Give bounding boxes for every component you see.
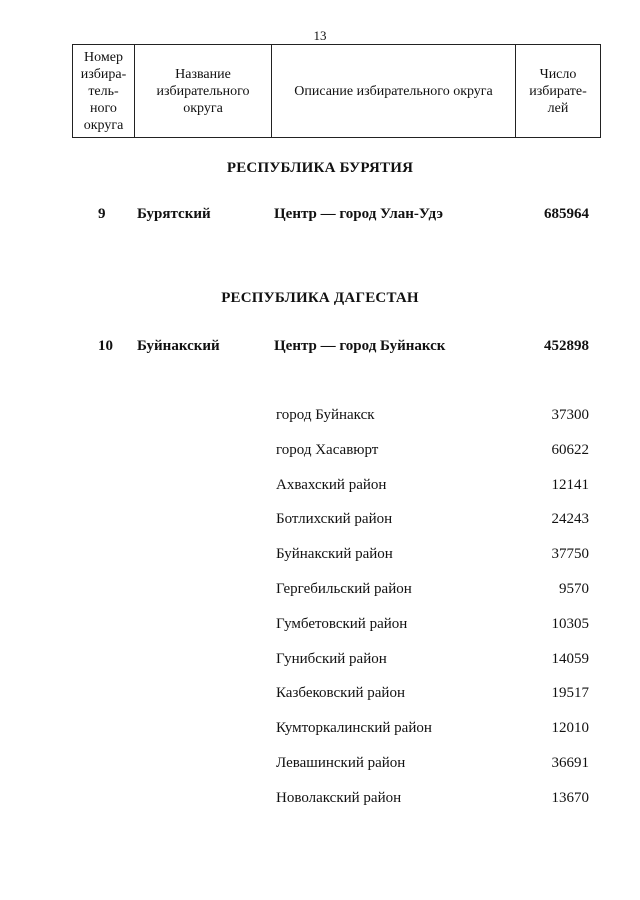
page-number: 13 <box>313 28 327 43</box>
header-line: избира- <box>80 66 127 82</box>
subdivision-count: 37750 <box>551 546 589 562</box>
subdivision-name: Гунибский район <box>276 651 387 667</box>
subdivision-name: город Буйнакск <box>276 407 375 423</box>
district-center: Центр — город Буйнакск <box>274 338 446 354</box>
subdivision-name: Левашинский район <box>276 755 406 771</box>
list-item <box>0 720 640 740</box>
district-name: Буйнакский <box>137 338 220 354</box>
list-item <box>0 790 640 810</box>
header-name <box>135 45 272 138</box>
subdivision-name: Ахвахский район <box>276 477 387 493</box>
header-voters <box>516 45 601 138</box>
list-item <box>0 511 640 531</box>
list-item <box>0 546 640 566</box>
list-item <box>0 651 640 671</box>
header-line: тель- <box>88 83 119 99</box>
header-line: Число <box>539 66 577 82</box>
header-row <box>73 45 601 138</box>
subdivision-count: 19517 <box>551 685 589 701</box>
header-line: округа <box>183 100 223 116</box>
list-item <box>0 442 640 462</box>
list-item <box>0 407 640 427</box>
district-number: 10 <box>98 338 113 354</box>
header-line: избирательного <box>156 83 250 99</box>
district-name: Бурятский <box>137 206 211 222</box>
header-number <box>73 45 135 138</box>
district-voters: 452898 <box>544 338 589 354</box>
header-line: Название <box>175 66 231 82</box>
district-row-10 <box>0 338 640 358</box>
district-voters: 685964 <box>544 206 589 222</box>
subdivision-name: Буйнакский район <box>276 546 393 562</box>
subdivision-name: Новолакский район <box>276 790 402 806</box>
header-line: ного <box>90 100 117 116</box>
header-line: округа <box>83 117 124 133</box>
district-number: 9 <box>98 206 106 222</box>
subdivision-count: 9570 <box>559 581 589 597</box>
header-line: избирате- <box>529 83 587 99</box>
subdivision-count: 36691 <box>551 755 589 771</box>
list-item <box>0 685 640 705</box>
subdivision-name: Казбековский район <box>276 685 405 701</box>
header-line: Номер <box>84 49 123 65</box>
subdivision-name: город Хасавюрт <box>276 442 379 458</box>
district-row-9 <box>0 206 640 226</box>
subdivision-count: 13670 <box>551 790 589 806</box>
section-title-buryatia: РЕСПУБЛИКА БУРЯТИЯ <box>226 160 414 176</box>
column-header-table <box>72 44 601 138</box>
subdivision-count: 12010 <box>551 720 589 736</box>
subdivision-count: 14059 <box>551 651 589 667</box>
header-line: лей <box>547 100 569 116</box>
subdivision-name: Гергебильский район <box>276 581 412 597</box>
subdivision-count: 60622 <box>551 442 589 458</box>
district-center: Центр — город Улан-Удэ <box>274 206 443 222</box>
header-description <box>272 45 516 138</box>
section-title-dagestan: РЕСПУБЛИКА ДАГЕСТАН <box>221 290 419 306</box>
list-item <box>0 581 640 601</box>
subdivision-name: Гумбетовский район <box>276 616 408 632</box>
list-item <box>0 477 640 497</box>
subdivision-count: 12141 <box>551 477 589 493</box>
subdivision-name: Ботлихский район <box>276 511 393 527</box>
list-item <box>0 755 640 775</box>
subdivision-name: Кумторкалинский район <box>276 720 432 736</box>
list-item <box>0 616 640 636</box>
subdivision-count: 37300 <box>551 407 589 423</box>
subdivision-count: 10305 <box>551 616 589 632</box>
header-line: Описание избирательного округа <box>294 83 493 99</box>
subdivision-count: 24243 <box>551 511 589 527</box>
